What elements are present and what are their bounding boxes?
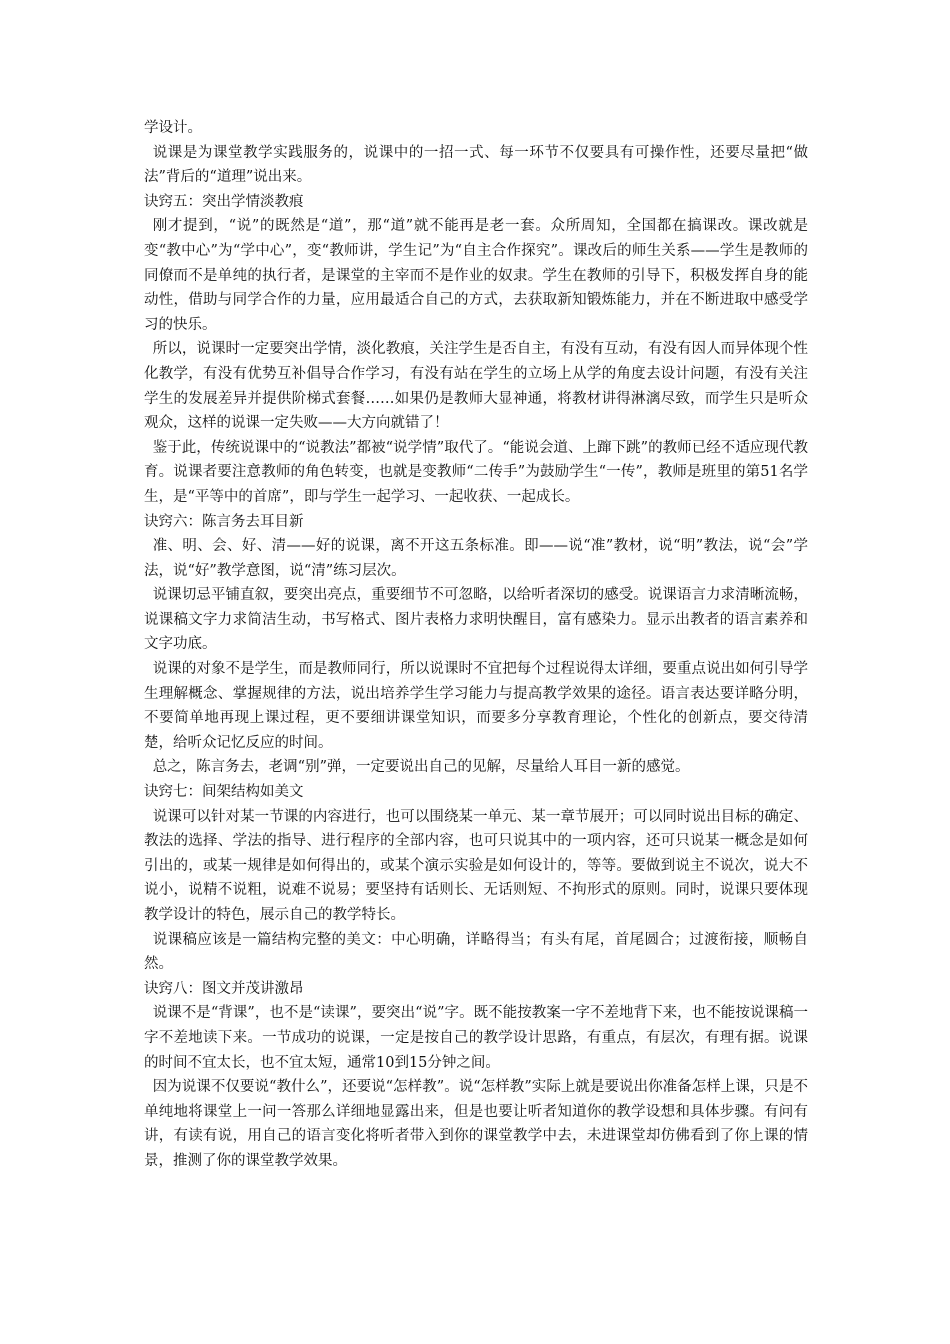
- section-heading: 诀窍七：间架结构如美文: [144, 784, 304, 801]
- paragraph: 总之，陈言务去，老调“别”弹，一定要说出自己的见解，尽量给人耳目一新的感觉。: [152, 759, 690, 776]
- section-heading: 诀窍六：陈言务去耳目新: [144, 513, 304, 530]
- section-heading: 诀窍五：突出学情淡教痕: [144, 193, 304, 210]
- paragraph: 所以，说课时一定要突出学情，淡化教痕，关注学生是否自主，有没有互动，有没有因人而异体现个性化教学，有没有优势互补倡导合作学习，有没有站在学生的立场上从学的角度去设计问题，有没有关注学生的发展差异并提供阶梯式套餐……如果仍是教师大显神通，将教材讲得淋漓尽致，而学生只是听众观众，这样的说课一定失败——大方向就错了！: [144, 341, 808, 432]
- paragraph: 准、明、会、好、清——好的说课，离不开这五条标准。即——说“准”教材，说“明”教法，说“会”学法，说“好”教学意图，说“清”练习层次。: [144, 538, 808, 579]
- section-heading: 诀窍八：图文并茂讲激昂: [144, 980, 304, 997]
- paragraph: 说课不是“背课”，也不是“读课”，要突出“说”字。既不能按教案一字不差地背下来，也不能按说课稿一字不差地读下来。一节成功的说课，一定是按自己的教学设计思路，有重点，有层次，有理有据。说课的时间不宜太长，也不宜太短，通常10到15分钟之间。: [144, 1005, 808, 1071]
- paragraph: 说课是为课堂教学实践服务的，说课中的一招一式、每一环节不仅要具有可操作性，还要尽量把“做法”背后的“道理”说出来。: [144, 144, 808, 186]
- document-page: [144, 116, 808, 1174]
- paragraph: 说课切忌平铺直叙，要突出亮点，重要细节不可忽略，以给听者深切的感受。说课语言力求清晰流畅，说课稿文字力求简洁生动，书写格式、图片表格力求明快醒目，富有感染力。显示出教者的语言素养和文字功底。: [144, 587, 808, 653]
- paragraph: 说课稿应该是一篇结构完整的美文：中心明确，详略得当；有头有尾，首尾圆合；过渡衔接，顺畅自然。: [144, 931, 808, 973]
- paragraph: 说课可以针对某一节课的内容进行，也可以围绕某一单元、某一章节展开；可以同时说出目标的确定、教法的选择、学法的指导、进行程序的全部内容，也可只说其中的一项内容，还可只说某一概念是如何引出的，或某一规律是如何得出的，或某个演示实验是如何设计的，等等。要做到说主不说次，说大不说小，说精不说粗，说难不说易；要坚持有话则长、无话则短、不拘形式的原则。同时，说课只要体现教学设计的特色，展示自己的教学特长。: [144, 808, 808, 923]
- paragraph: 学设计。: [144, 120, 202, 136]
- paragraph: 鉴于此，传统说课中的“说教法”都被“说学情”取代了。“能说会道、上蹿下跳”的教师已经不适应现代教育。说课者要注意教师的角色转变，也就是变教师“二传手”为鼓励学生“一传”，教师是班里的第51名学生，是“平等中的首席”，即与学生一起学习、一起收获、一起成长。: [144, 439, 808, 505]
- paragraph: 刚才提到，“说”的既然是“道”，那“道”就不能再是老一套。众所周知，全国都在搞课改。课改就是变“教中心”为“学中心”，变“教师讲，学生记”为“自主合作探究”。课改后的师生关系——学生是教师的同僚而不是单纯的执行者，是课堂的主宰而不是作业的奴隶。学生在教师的引导下，积极发挥自身的能动性，借助与同学合作的力量，应用最适合自己的方式，去获取新知锻炼能力，并在不断进取中感受学习的快乐。: [144, 218, 808, 333]
- paragraph: 因为说课不仅要说“教什么”，还要说“怎样教”。说“怎样教”实际上就是要说出你准备怎样上课，只是不单纯地将课堂上一问一答那么详细地显露出来，但是也要让听者知道你的教学设想和具体步骤。有问有讲，有读有说，用自己的语言变化将听者带入到你的课堂教学中去，未进课堂却仿佛看到了你上课的情景，推测了你的课堂教学效果。: [144, 1079, 808, 1169]
- paragraph: 说课的对象不是学生，而是教师同行，所以说课时不宜把每个过程说得太详细，要重点说出如何引导学生理解概念、掌握规律的方法，说出培养学生学习能力与提高教学效果的途径。语言表达要详略分明，不要简单地再现上课过程，更不要细讲课堂知识，而要多分享教育理论，个性化的创新点，要交待清楚，给听众记忆反应的时间。: [144, 661, 808, 751]
